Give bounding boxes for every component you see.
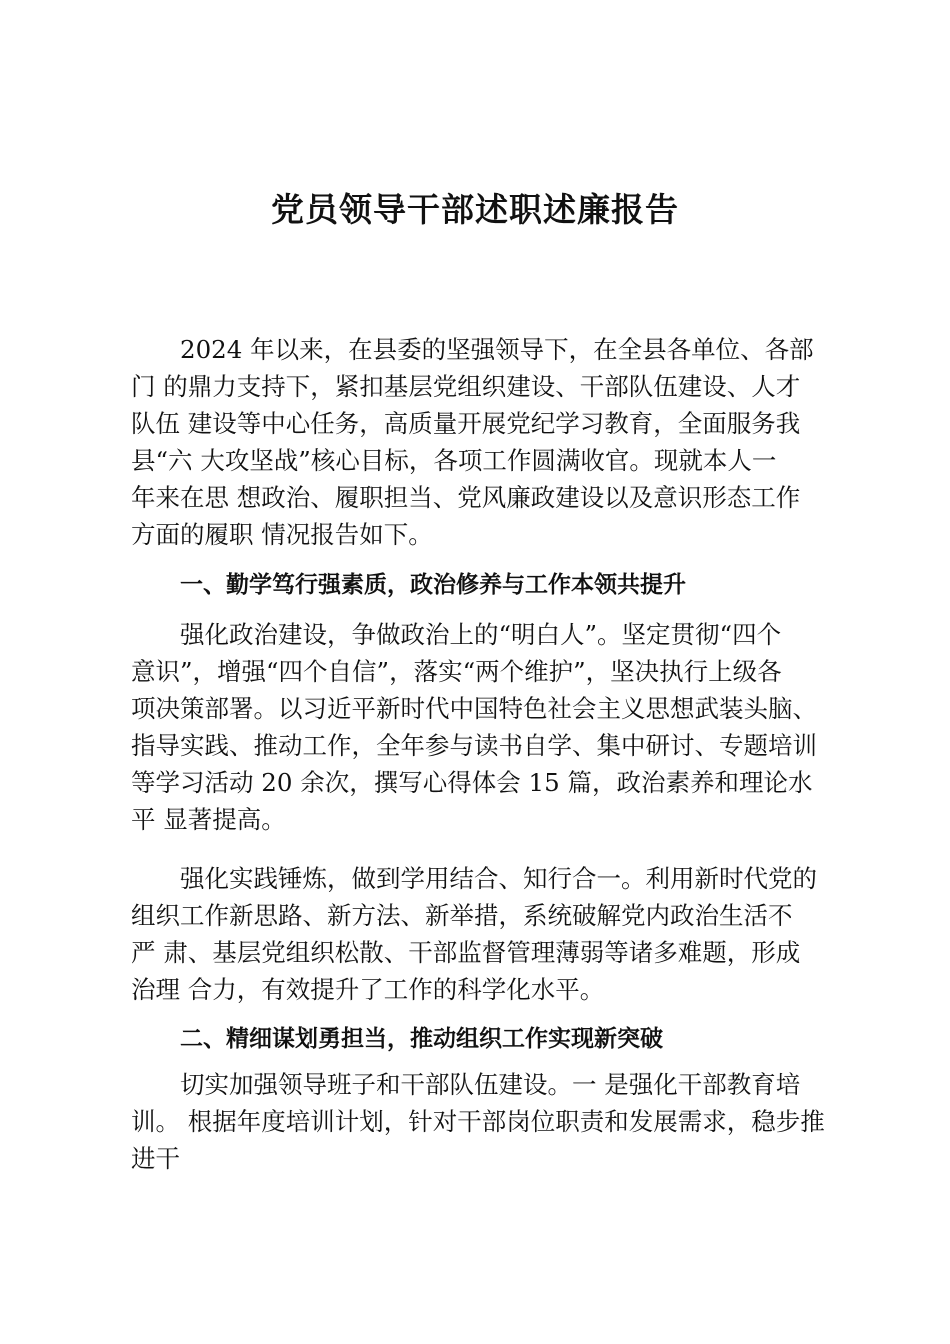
- document-title: 党员领导干部述职述廉报告: [271, 190, 679, 229]
- intro-line: 县“六 大攻坚战”核心目标，各项工作圆满收官。现就本人一: [131, 446, 777, 475]
- section1-p2-line: 强化实践锤炼，做到学用结合、知行合一。利用新时代党的: [180, 864, 817, 893]
- section1-p1-line: 平 显著提高。: [131, 805, 286, 834]
- section2-p1-line: 进干: [131, 1144, 180, 1173]
- intro-line: 年来在思 想政治、履职担当、党风廉政建设以及意识形态工作: [131, 483, 801, 512]
- section2-p1-line: 训。 根据年度培训计划，针对干部岗位职责和发展需求，稳步推: [131, 1107, 825, 1136]
- section1-p1-line: 意识”，增强“四个自信”，落实“两个维护”，坚决执行上级各: [131, 657, 782, 686]
- section1-p1-line: 强化政治建设，争做政治上的“明白人”。坚定贯彻“四个: [180, 620, 782, 649]
- section1-p2-line: 治理 合力，有效提升了工作的科学化水平。: [131, 975, 605, 1004]
- section1-p2-line: 严 肃、基层党组织松散、干部监督管理薄弱等诸多难题，形成: [131, 938, 801, 967]
- intro-line: 2024 年以来，在县委的坚强领导下，在全县各单位、各部: [180, 335, 814, 364]
- section-heading-2: 二、精细谋划勇担当，推动组织工作实现新突破: [180, 1026, 663, 1052]
- section1-p1-line: 等学习活动 20 余次，撰写心得体会 15 篇，政治素养和理论水: [131, 768, 813, 797]
- section1-p1-line: 指导实践、推动工作，全年参与读书自学、集中研讨、专题培训: [131, 731, 817, 760]
- section-heading-1: 一、勤学笃行强素质，政治修养与工作本领共提升: [180, 572, 686, 598]
- intro-line: 队伍 建设等中心任务，高质量开展党纪学习教育，全面服务我: [131, 409, 801, 438]
- intro-line: 门 的鼎力支持下，紧扣基层党组织建设、干部队伍建设、人才: [131, 372, 801, 401]
- section1-p2-line: 组织工作新思路、新方法、新举措，系统破解党内政治生活不: [131, 901, 793, 930]
- section1-p1-line: 项决策部署。以习近平新时代中国特色社会主义思想武装头脑、: [131, 694, 817, 723]
- section2-p1-line: 切实加强领导班子和干部队伍建设。一 是强化干部教育培: [180, 1070, 801, 1099]
- intro-line: 方面的履职 情况报告如下。: [131, 520, 433, 549]
